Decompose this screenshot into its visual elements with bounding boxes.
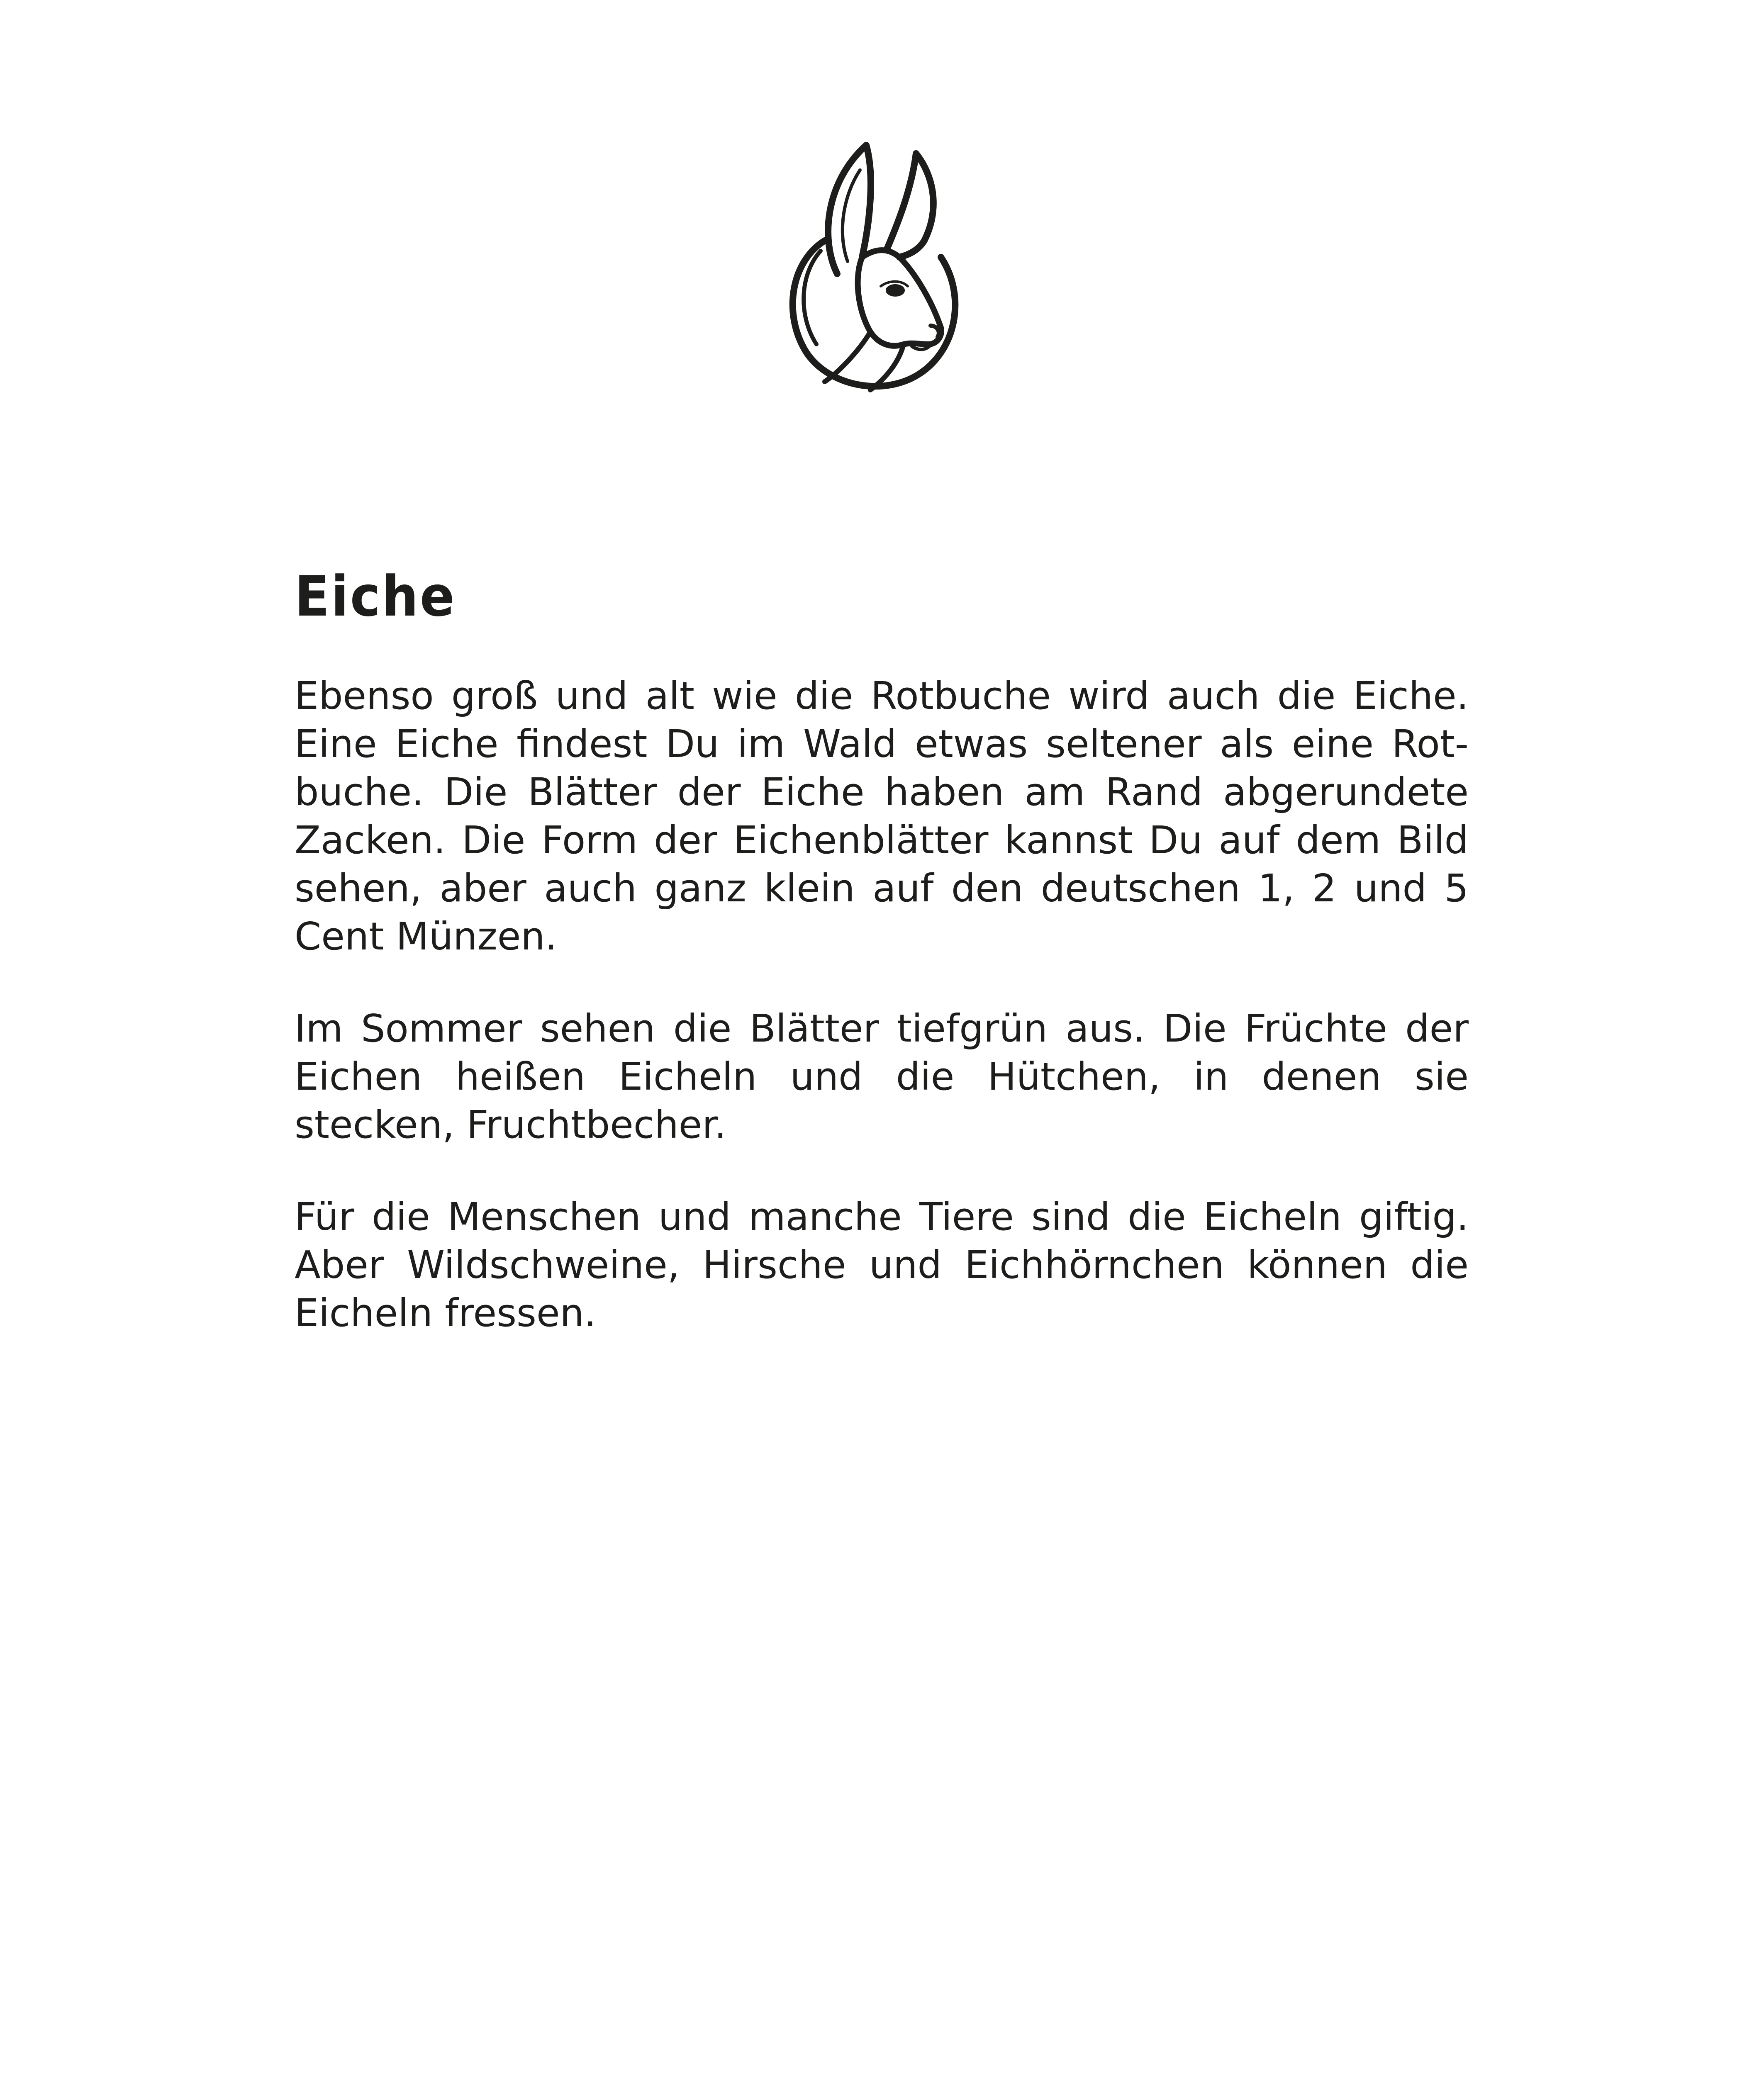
- paragraph: Für die Menschen und manche Tiere sind die Eicheln giftig. Aber Wildschweine, Hirsche und Eichhörnchen können die Eicheln fressen.: [295, 1195, 1469, 1335]
- deer-head-icon: [775, 137, 974, 402]
- body-text: [295, 672, 1469, 1381]
- page-title: Eiche: [295, 564, 456, 629]
- paragraph: Ebenso groß und alt wie die Rotbuche wird auch die Eiche. Eine Eiche findest Du im Wald etwas seltener als eine Rot-buche. Die Blätter der Eiche haben am Rand abgerundete Zacken. Die Form der Eichenblätter kannst Du auf dem Bild sehen, aber auch ganz klein auf den deutschen 1, 2 und 5 Cent Münzen.: [295, 674, 1469, 959]
- paragraph: Im Sommer sehen die Blätter tiefgrün aus. Die Früchte der Eichen heißen Eicheln und die Hütchen, in denen sie stecken, Fruchtbecher.: [295, 1006, 1469, 1147]
